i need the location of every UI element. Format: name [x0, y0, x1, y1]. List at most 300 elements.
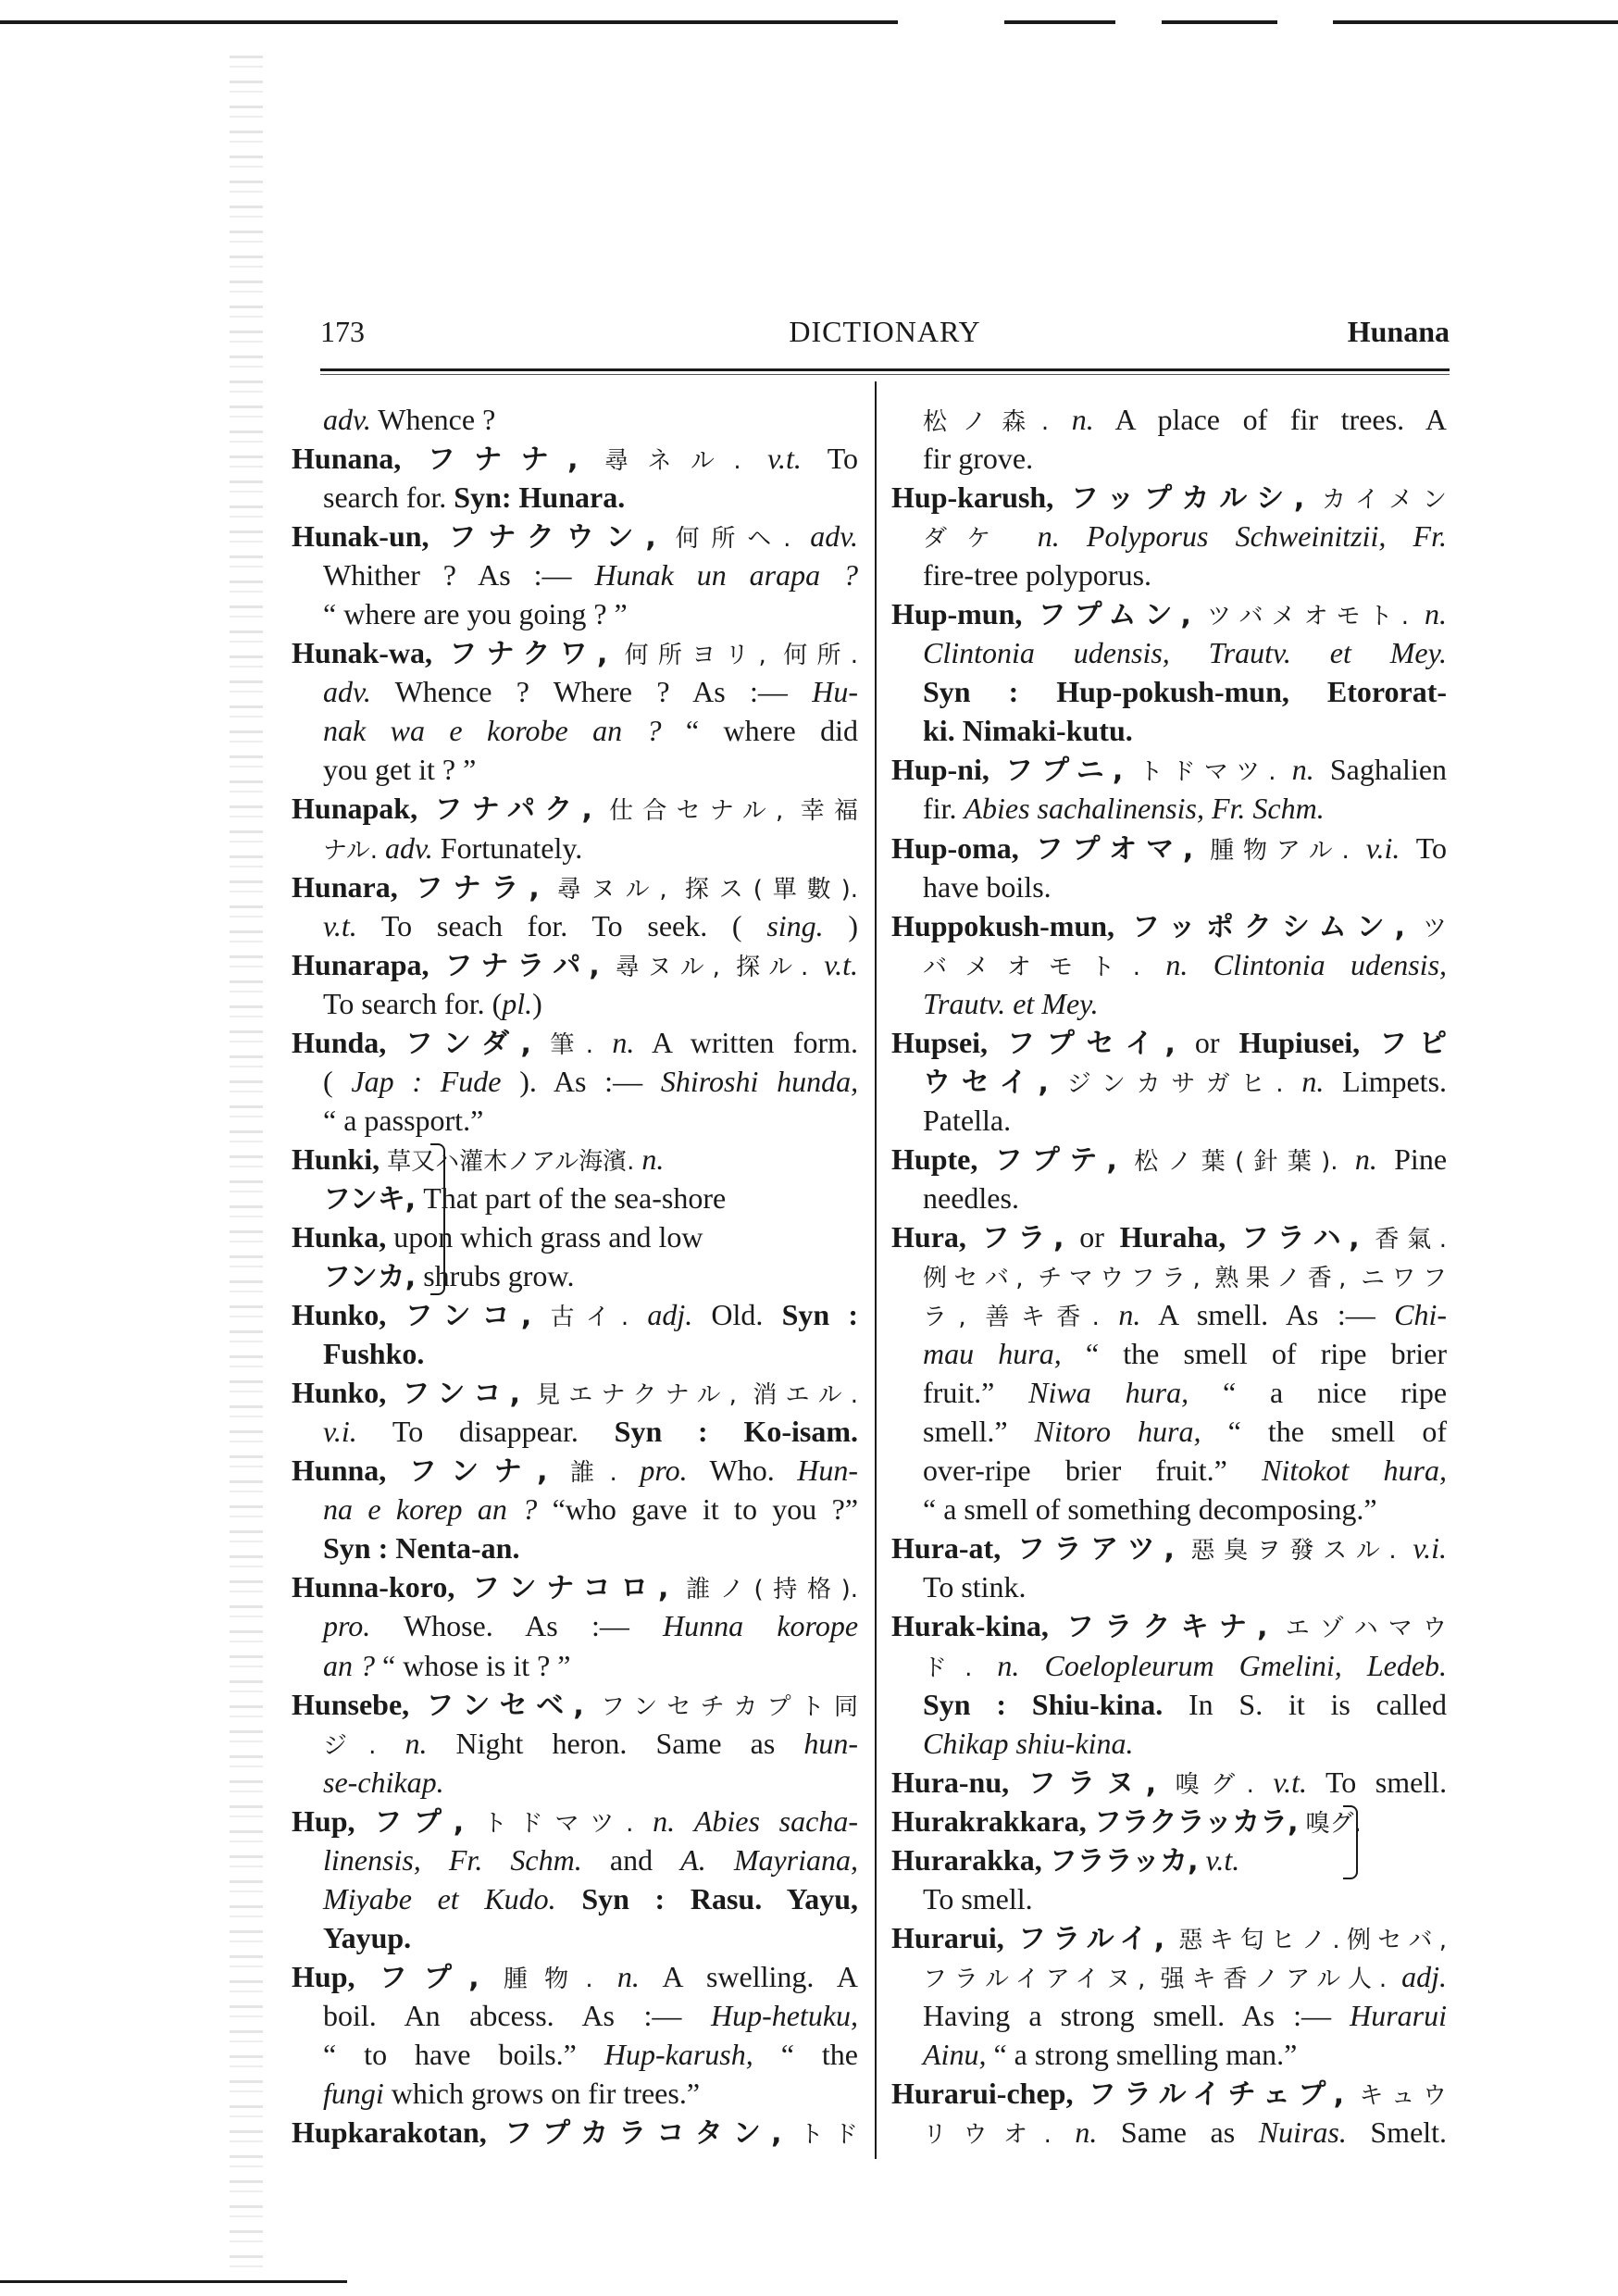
dictionary-line — [891, 1101, 1447, 1140]
headword: Hup-mun, — [891, 597, 1023, 631]
dictionary-line — [891, 750, 1447, 789]
dictionary-line — [292, 478, 858, 517]
dictionary-line — [891, 1295, 1447, 1334]
dictionary-line — [292, 1062, 858, 1101]
entry-text: n. — [1075, 2115, 1098, 2150]
entry-text: n. — [404, 1726, 428, 1760]
entry-text: pl. — [502, 986, 533, 1020]
katakana-reading: フナナ, — [427, 443, 579, 477]
entry-text: Clintonia udensis, Trautv. et Mey. — [923, 636, 1447, 670]
katakana-reading: フラルイ, — [1018, 1922, 1165, 1955]
katakana-reading: フンコ, — [402, 1378, 521, 1411]
dictionary-line — [292, 1101, 858, 1140]
japanese-gloss: リウオ. — [923, 2121, 1052, 2150]
entry-text: adv. — [810, 519, 859, 554]
dictionary-line — [891, 1256, 1447, 1295]
entry-text: v.t. — [1205, 1842, 1240, 1877]
entry-text: Smelt. — [1370, 2115, 1448, 2150]
dictionary-line — [292, 750, 858, 789]
headword: Hunka, — [292, 1219, 387, 1254]
entry-text: v.i. — [1365, 830, 1400, 865]
japanese-gloss: 誰. — [570, 1459, 617, 1488]
dictionary-line — [891, 1841, 1447, 1879]
katakana-reading: フンセベ, — [426, 1689, 584, 1722]
entry-text: Nitoro hura, — [1034, 1415, 1201, 1449]
entry-text: ki. Nimaki-kutu. — [923, 714, 1133, 748]
japanese-gloss: 腫物. — [503, 1965, 593, 1993]
dictionary-line — [891, 1217, 1447, 1256]
top-border-line — [1333, 20, 1618, 24]
headword: Hurarui-chep, — [891, 2077, 1074, 2111]
dictionary-line — [292, 1412, 858, 1451]
entry-text: ( — [323, 1064, 333, 1098]
dictionary-line — [292, 1217, 858, 1256]
japanese-gloss: トドマツ. — [1139, 758, 1276, 787]
entry-text: To search for. ( — [323, 986, 503, 1020]
dictionary-line — [292, 1802, 858, 1841]
dictionary-line — [891, 1179, 1447, 1217]
japanese-gloss: ジンカサガヒ. — [1066, 1069, 1284, 1098]
katakana-reading: フプニ, — [1004, 755, 1124, 788]
katakana-reading: フラ, — [981, 1221, 1064, 1254]
entry-text: Whose. As :— — [403, 1609, 629, 1643]
dictionary-line — [292, 2035, 858, 2074]
japanese-gloss: 例セバ, チマウフラ, 熟果ノ香, ニワフ — [923, 1265, 1447, 1293]
headword: Hurakrakkara, — [891, 1803, 1087, 1838]
headword: Hunsebe, — [292, 1687, 410, 1721]
dictionary-line — [891, 1763, 1447, 1802]
dictionary-line — [292, 1490, 858, 1529]
dictionary-line — [292, 945, 858, 984]
dictionary-line — [292, 1685, 858, 1724]
entry-text: smell.” — [923, 1415, 1035, 1449]
dictionary-line — [891, 672, 1447, 711]
entry-text: To seach for. To seek. ( — [380, 908, 742, 942]
entry-text: Same as — [1120, 2115, 1259, 2150]
headword: Hurak-kina, — [891, 1609, 1049, 1643]
entry-text: over-ripe brier fruit.” — [923, 1454, 1263, 1488]
entry-text: n. — [616, 1959, 640, 1993]
dictionary-line — [891, 1023, 1447, 1062]
katakana-reading: フプ, — [374, 1805, 465, 1839]
entry-text — [378, 831, 385, 865]
japanese-gloss: 惡キ匂ヒノ.例セバ, — [1178, 1926, 1447, 1954]
entry-text: A place of fir trees. A — [1114, 403, 1448, 436]
japanese-gloss: ツ — [1422, 914, 1447, 942]
japanese-gloss: ド. — [923, 1653, 973, 1682]
entry-text: adj. — [647, 1298, 693, 1332]
headword: Hura-at, — [891, 1531, 1002, 1566]
japanese-gloss: ラ, 善キ香. — [923, 1304, 1100, 1332]
dictionary-line — [292, 594, 858, 633]
headword: Hurarakka, — [891, 1842, 1042, 1877]
headword: Hupsei, — [891, 1025, 989, 1059]
japanese-gloss: 松ノ葉(針葉). — [1134, 1147, 1338, 1176]
dictionary-line — [891, 1490, 1447, 1529]
entry-text: Having a strong smell. As :— — [923, 1998, 1331, 2032]
headword: Hunda, — [292, 1025, 387, 1059]
entry-text: nak wa e korobe an ? — [323, 714, 662, 748]
dictionary-line — [292, 984, 858, 1023]
entry-text: Hun- — [797, 1454, 859, 1488]
dictionary-line — [292, 1957, 858, 1996]
katakana-reading: フンコ, — [404, 1300, 532, 1333]
entry-text: Hunak un arapa ? — [594, 558, 859, 593]
headword: Hunna, — [292, 1454, 387, 1488]
dictionary-line — [292, 1140, 858, 1179]
entry-text: Yayup. — [323, 1920, 412, 1954]
entry-text: n. — [641, 1142, 665, 1176]
headword: Hup-karush, — [891, 480, 1054, 515]
entry-text: v.i. — [323, 1415, 357, 1449]
entry-text: have boils. — [923, 869, 1052, 904]
katakana-reading: フナラ, — [415, 871, 540, 905]
dictionary-line — [292, 1918, 858, 1957]
dictionary-line — [292, 633, 858, 672]
katakana-reading: フピ — [1379, 1027, 1448, 1060]
japanese-gloss: バメオモト. — [923, 953, 1141, 981]
headword: Hunak-wa, — [292, 636, 433, 670]
japanese-gloss: エゾハマウ — [1285, 1615, 1448, 1643]
entry-text: Chikap shiu-kina. — [923, 1726, 1134, 1760]
entry-text: Shiroshi hunda, — [660, 1064, 859, 1098]
entry-text — [1042, 1843, 1050, 1877]
entry-text: shrubs grow. — [416, 1259, 575, 1293]
entry-text: That part of the sea-shore — [416, 1180, 727, 1215]
entry-text: “ where did — [685, 714, 859, 748]
headword: Hunki, — [292, 1142, 380, 1176]
entry-text: Pine — [1394, 1142, 1448, 1176]
entry-text: Abies sacha- — [693, 1803, 858, 1838]
entry-text: n. — [1118, 1298, 1141, 1332]
dictionary-line — [891, 2113, 1447, 2152]
dictionary-line — [891, 1373, 1447, 1412]
katakana-reading: フンナコロ, — [472, 1572, 669, 1605]
entry-text: or — [1194, 1025, 1239, 1059]
dictionary-line — [891, 2074, 1447, 2113]
entry-text: Whither ? As :— — [323, 558, 572, 593]
entry-text: n. — [1354, 1142, 1377, 1176]
entry-text: pro. — [640, 1454, 688, 1488]
entry-text: “ to have boils.” — [323, 2037, 604, 2071]
entry-text: fir. — [923, 792, 965, 826]
entry-text: “ a strong smelling man.” — [986, 2037, 1298, 2071]
entry-text: hun- — [803, 1726, 859, 1760]
entry-text: To disappear. — [392, 1415, 615, 1449]
right-column — [891, 400, 1447, 2152]
dictionary-line — [292, 711, 858, 750]
entry-text: Hunna korope — [663, 1609, 859, 1643]
entry-text: “ a nice ripe — [1222, 1376, 1448, 1410]
dictionary-line — [292, 1295, 858, 1334]
katakana-reading: フプカラコタン, — [504, 2117, 782, 2151]
entry-text: Whence ? Where ? As :— — [394, 675, 788, 709]
dictionary-line — [292, 517, 858, 555]
dictionary-line — [292, 1179, 858, 1217]
entry-text: Ainu, — [923, 2037, 987, 2071]
entry-text: Syn : Shiu-kina. — [923, 1687, 1164, 1721]
entry-text: A written form. — [652, 1025, 859, 1059]
entry-text: “ the smell of — [1227, 1415, 1448, 1449]
dictionary-line — [891, 1879, 1447, 1918]
entry-text: Clintonia udensis, — [1213, 947, 1448, 981]
japanese-gloss: 腫物アル. — [1210, 836, 1350, 865]
entry-text: ) — [532, 986, 542, 1020]
entry-text: Night heron. Same as — [455, 1726, 804, 1760]
dictionary-line — [292, 1256, 858, 1295]
entry-text — [380, 1142, 387, 1176]
japanese-gloss: ダケ — [923, 525, 1011, 554]
katakana-reading: フンカ, — [323, 1261, 417, 1294]
dictionary-line — [292, 672, 858, 711]
entry-text: Who. — [709, 1454, 798, 1488]
entry-text: v.t. — [1273, 1765, 1308, 1799]
headword: Huppokush-mun, — [891, 908, 1115, 942]
dictionary-line — [891, 1140, 1447, 1179]
japanese-gloss: トドマツ. — [482, 1809, 634, 1838]
dictionary-line — [292, 829, 858, 867]
katakana-reading: フプムン, — [1038, 599, 1191, 632]
katakana-reading: フナパク, — [434, 793, 592, 827]
headword: Hupte, — [891, 1142, 978, 1176]
katakana-reading: フララッカ, — [1049, 1844, 1199, 1878]
dictionary-line — [891, 439, 1447, 478]
dictionary-line — [292, 1763, 858, 1802]
entry-text: n. — [1301, 1064, 1325, 1098]
japanese-gloss: ジ. — [323, 1731, 377, 1760]
entry-text: v.t. — [323, 908, 357, 942]
headword: Hunna-koro, — [292, 1570, 455, 1604]
dictionary-line — [292, 1373, 858, 1412]
entry-text: boil. An abcess. As :— — [323, 1998, 682, 2032]
japanese-gloss: 見エナクナル, 消エル. — [536, 1381, 858, 1410]
grouping-brace — [430, 1143, 445, 1295]
dictionary-line — [292, 1724, 858, 1763]
dictionary-line — [891, 555, 1447, 594]
japanese-gloss: フンセチカプト同 — [601, 1692, 858, 1721]
entry-text: Nuiras. — [1258, 2115, 1347, 2150]
headword: Hunapak, — [292, 792, 418, 826]
dictionary-line — [292, 1567, 858, 1606]
entry-text: Hurarui — [1350, 1998, 1448, 2032]
dictionary-line — [891, 517, 1447, 555]
japanese-gloss: 尋ヌル, 探ル. — [615, 953, 809, 981]
dictionary-line — [891, 2035, 1447, 2074]
japanese-gloss: 尋ヌル, 探ス(單數). — [556, 875, 859, 904]
katakana-reading: フラクキナ, — [1066, 1611, 1268, 1644]
japanese-gloss: ナル. — [323, 836, 378, 865]
entry-text: Limpets. — [1342, 1064, 1448, 1098]
katakana-reading: フナクウン, — [448, 521, 656, 555]
entry-text: Syn: Hunara. — [454, 480, 626, 515]
dictionary-line — [292, 789, 858, 828]
entry-text: Miyabe et Kudo. — [323, 1881, 556, 1915]
dictionary-line — [292, 1996, 858, 2035]
entry-text: n. — [1165, 947, 1189, 981]
dictionary-line — [292, 906, 858, 945]
entry-text: v.t. — [767, 442, 802, 476]
left-column — [292, 400, 858, 2152]
dictionary-line — [891, 789, 1447, 828]
dictionary-line — [891, 1996, 1447, 2035]
headword: Hup, — [292, 1959, 355, 1993]
guide-word: Hunana — [1347, 315, 1450, 348]
entry-text: linensis, Fr. Schm. — [323, 1842, 582, 1877]
dictionary-line — [891, 867, 1447, 906]
entry-text: and — [609, 1842, 681, 1877]
dictionary-line — [292, 1334, 858, 1373]
japanese-gloss: 何所ヨリ, 何所. — [624, 642, 859, 670]
entry-text: adj. — [1401, 1959, 1448, 1993]
entry-text: mau hura, — [923, 1337, 1062, 1371]
headword: Hurarui, — [891, 1920, 1004, 1954]
entry-text: In S. it is called — [1188, 1687, 1447, 1721]
entry-text: “ a passport.” — [323, 1103, 484, 1137]
binding-edge-shadow — [230, 56, 263, 2277]
japanese-gloss: 松ノ森. — [923, 408, 1050, 436]
dictionary-line — [891, 984, 1447, 1023]
katakana-reading: フラヌ, — [1027, 1766, 1157, 1800]
headword: Huraha, — [1119, 1219, 1226, 1254]
katakana-reading: フプ, — [379, 1961, 479, 1994]
dictionary-line — [292, 1841, 858, 1879]
katakana-reading: フラクラッカラ, — [1093, 1805, 1299, 1839]
entry-text: “ the — [780, 2037, 859, 2071]
top-border-line — [1162, 20, 1277, 24]
dictionary-line — [292, 867, 858, 906]
katakana-reading: フンナ, — [408, 1455, 548, 1489]
entry-text: Jap : Fude — [351, 1064, 502, 1098]
dictionary-line — [891, 1529, 1447, 1567]
dictionary-line — [292, 1023, 858, 1062]
entry-text: Syn : Rasu. Yayu, — [581, 1881, 859, 1915]
katakana-reading: フプオマ, — [1035, 832, 1194, 866]
headword: Hup-oma, — [891, 830, 1019, 865]
dictionary-line — [891, 711, 1447, 750]
japanese-gloss: 古イ. — [550, 1304, 629, 1332]
entry-text: fruit.” — [923, 1376, 1029, 1410]
headword: Hunko, — [292, 1298, 387, 1332]
japanese-gloss: 尋ネル. — [604, 447, 741, 476]
katakana-reading: フンキ, — [323, 1182, 417, 1216]
entry-text: Chi- — [1394, 1298, 1448, 1332]
japanese-gloss: 筆. — [550, 1030, 593, 1059]
entry-text: adv. — [323, 403, 371, 436]
entry-text: n. — [612, 1025, 635, 1059]
entry-text: Niwa hura, — [1028, 1376, 1189, 1410]
entry-text: To — [1415, 830, 1448, 865]
headword: Hunak-un, — [292, 519, 429, 554]
headword: Hura-nu, — [891, 1765, 1010, 1799]
katakana-reading: フップカルシ, — [1070, 482, 1305, 516]
dictionary-line — [891, 1062, 1447, 1101]
japanese-gloss: カイメン — [1321, 486, 1448, 515]
entry-text: an ? — [323, 1648, 375, 1682]
dictionary-line — [891, 1567, 1447, 1606]
grouping-brace — [1343, 1805, 1358, 1879]
entry-text: pro. — [323, 1609, 371, 1643]
dictionary-line — [891, 1957, 1447, 1996]
dictionary-line — [891, 1685, 1447, 1724]
entry-text: Trautv. et Mey. — [923, 986, 1099, 1020]
entry-text: Patella. — [923, 1103, 1012, 1137]
entry-text: se-chikap. — [323, 1765, 444, 1799]
entry-text: adv. — [323, 675, 371, 709]
headword: Hunara, — [292, 869, 398, 904]
japanese-gloss: 何所ヘ. — [675, 525, 791, 554]
dictionary-line — [292, 439, 858, 478]
katakana-reading: フラアツ, — [1016, 1533, 1175, 1566]
top-border-line — [1004, 20, 1115, 24]
dictionary-line — [891, 478, 1447, 517]
dictionary-line — [891, 400, 1447, 439]
entry-text: n. — [1291, 753, 1314, 787]
headword: Hup, — [292, 1803, 355, 1838]
entry-text: Fortunately. — [432, 830, 583, 865]
entry-text: “ where are you going ? ” — [323, 597, 628, 631]
entry-text: needles. — [923, 1180, 1019, 1215]
japanese-gloss: キュウ — [1359, 2082, 1447, 2111]
dictionary-line — [292, 1606, 858, 1645]
katakana-reading: フプセイ, — [1006, 1027, 1176, 1060]
header-rule-thin — [320, 374, 1450, 375]
headword: Hunana, — [292, 442, 402, 476]
japanese-gloss: 惡臭ヲ發スル. — [1190, 1537, 1397, 1566]
entry-text: or — [1079, 1219, 1120, 1254]
entry-text: v.i. — [1413, 1531, 1448, 1566]
entry-text: fir grove. — [923, 442, 1034, 476]
dictionary-line — [891, 1606, 1447, 1645]
entry-text: ). As :— — [519, 1064, 643, 1098]
headword: Hupkarakotan, — [292, 2115, 487, 2150]
dictionary-line — [891, 1412, 1447, 1451]
entry-text: Saghalien — [1329, 753, 1448, 787]
dictionary-line — [891, 633, 1447, 672]
entry-text: Hup-hetuku, — [710, 1998, 859, 2032]
entry-text: Syn : Ko-isam. — [614, 1415, 858, 1449]
katakana-reading: フプテ, — [994, 1143, 1117, 1177]
entry-text: To smell. — [923, 1881, 1033, 1915]
entry-text: Hu- — [812, 675, 859, 709]
entry-text: Nitokot hura, — [1262, 1454, 1447, 1488]
dictionary-line — [292, 400, 858, 439]
dictionary-line — [292, 1646, 858, 1685]
entry-text: A swelling. A — [662, 1959, 859, 1993]
dictionary-line — [292, 555, 858, 594]
dictionary-line — [891, 1802, 1447, 1841]
katakana-reading: ウセイ, — [923, 1066, 1049, 1099]
japanese-gloss: 草又ハ灌木ノアル海濱. — [387, 1147, 635, 1176]
entry-text: n. Coelopleurum Gmelini, Ledeb. — [997, 1648, 1448, 1682]
entry-text: n. — [1425, 597, 1448, 631]
japanese-gloss: トド — [799, 2121, 858, 2150]
dictionary-line — [891, 829, 1447, 867]
header-rule — [320, 368, 1450, 371]
entry-text: Syn : Hup-pokush-mun, Etororat- — [923, 675, 1447, 709]
dictionary-line — [891, 594, 1447, 633]
page-number: 173 — [320, 315, 365, 348]
entry-text: fungi — [323, 2077, 384, 2111]
katakana-reading: フラルイチェプ, — [1088, 2078, 1345, 2112]
dictionary-line — [292, 1879, 858, 1918]
entry-text: Old. — [711, 1298, 782, 1332]
entry-text: A smell. As :— — [1158, 1298, 1375, 1332]
entry-text: Fushko. — [323, 1337, 425, 1371]
entry-text: v.t. — [824, 947, 858, 981]
entry-text: Syn : — [781, 1298, 859, 1332]
dictionary-line — [891, 906, 1447, 945]
entry-text: search for. — [323, 480, 454, 515]
